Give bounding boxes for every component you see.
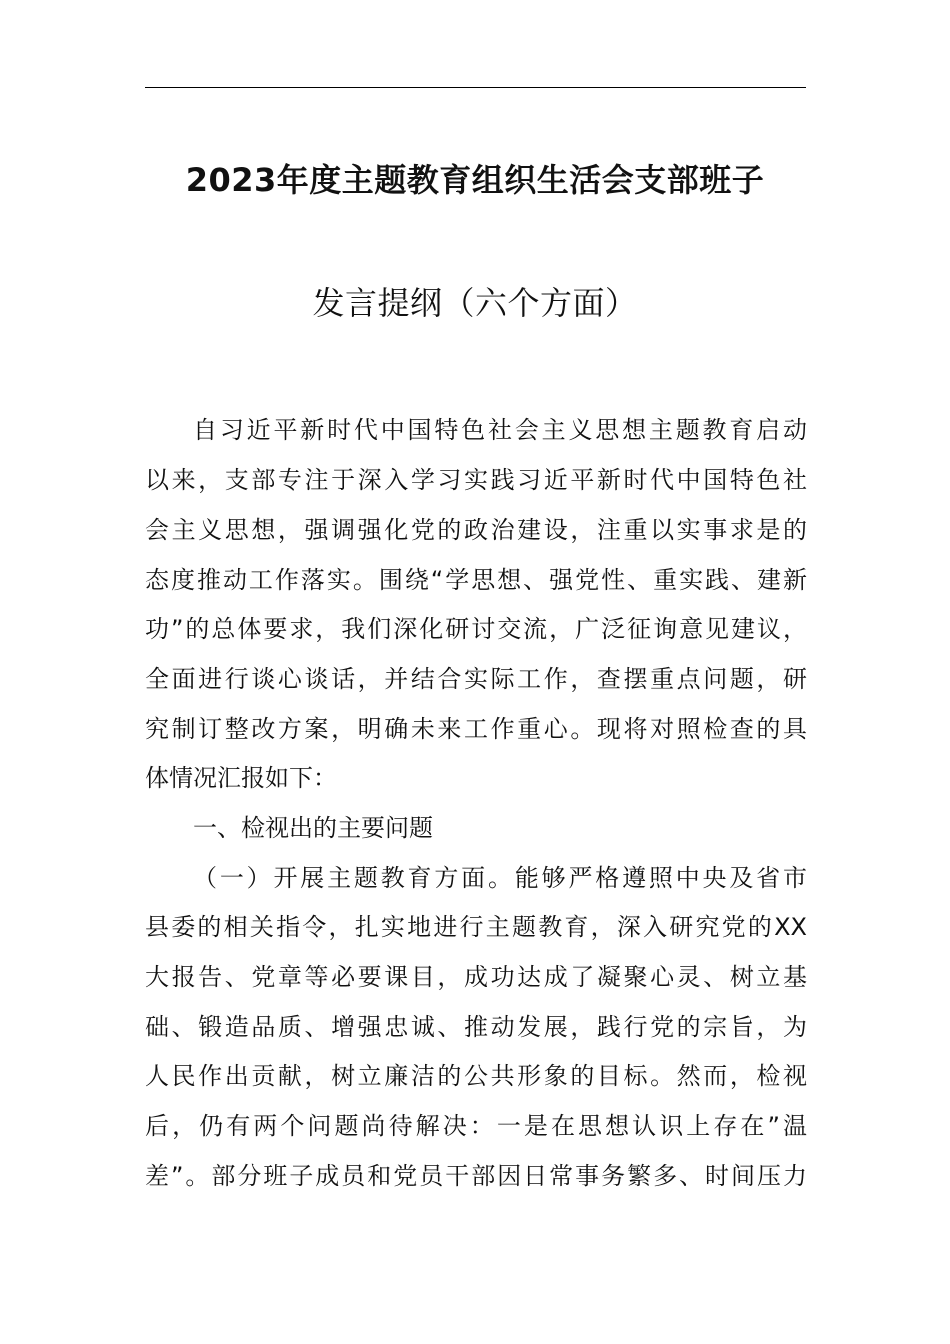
paragraph-line: 体情况汇报如下： [145, 764, 337, 792]
paragraph-line: 全面进行谈心谈话，并结合实际工作，查摆重点问题，研 [145, 665, 807, 693]
header-rule [145, 87, 806, 88]
paragraph-line: 以来，支部专注于深入学习实践习近平新时代中国特色社 [145, 466, 807, 494]
section-heading: 一、检视出的主要问题 [193, 814, 433, 842]
paragraph-line: 县委的相关指令，扎实地进行主题教育，深入研究党的XX [145, 913, 807, 941]
paragraph-line: 础、锻造品质、增强忠诚、推动发展，践行党的宗旨，为 [145, 1013, 807, 1041]
paragraph-line: 自习近平新时代中国特色社会主义思想主题教育启动 [193, 416, 807, 444]
paragraph-line: 大报告、党章等必要课目，成功达成了凝聚心灵、树立基 [145, 963, 807, 991]
paragraph-line: 究制订整改方案，明确未来工作重心。现将对照检查的具 [145, 715, 807, 743]
paragraph-line: 功”的总体要求，我们深化研讨交流，广泛征询意见建议， [145, 615, 807, 643]
paragraph-line: （一）开展主题教育方面。能够严格遵照中央及省市 [193, 864, 807, 892]
paragraph-line: 会主义思想，强调强化党的政治建设，注重以实事求是的 [145, 516, 807, 544]
document-title-line-2: 发言提纲（六个方面） [312, 284, 638, 322]
paragraph-line: 人民作出贡献，树立廉洁的公共形象的目标。然而，检视 [145, 1062, 807, 1090]
paragraph-line: 后，仍有两个问题尚待解决：一是在思想认识上存在”温 [145, 1112, 807, 1140]
paragraph-line: 差”。部分班子成员和党员干部因日常事务繁多、时间压力 [145, 1162, 807, 1190]
document-title-line-1: 2023年度主题教育组织生活会支部班子 [185, 161, 765, 199]
paragraph-line: 态度推动工作落实。围绕“学思想、强党性、重实践、建新 [145, 566, 807, 594]
